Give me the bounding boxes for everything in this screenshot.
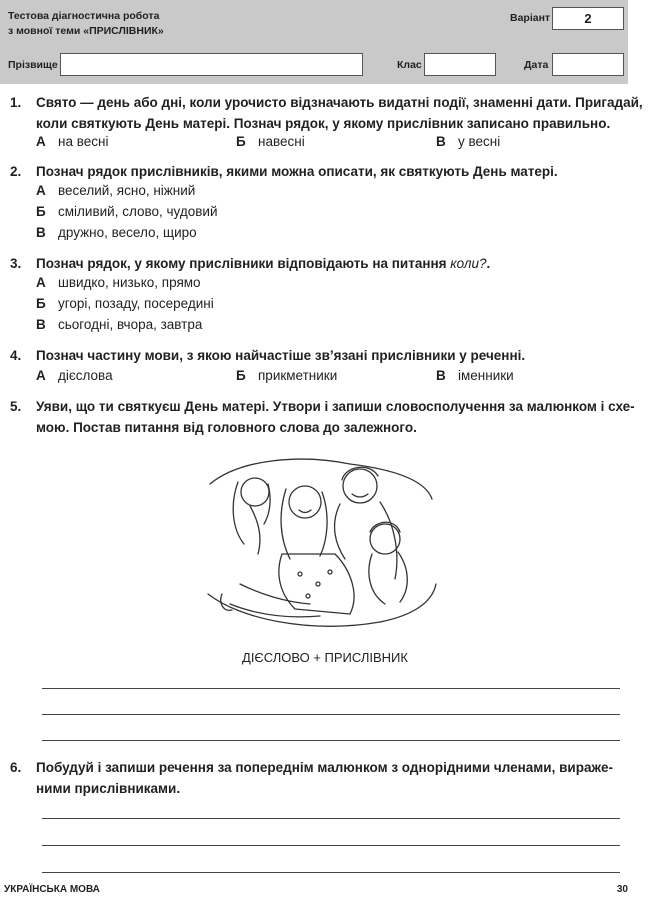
mother-head xyxy=(289,486,321,518)
girl-hair xyxy=(233,482,270,544)
option-letter: А xyxy=(36,134,46,149)
option-letter: Б xyxy=(36,204,46,219)
question-number: 4. xyxy=(10,348,22,363)
girl-arm xyxy=(250,506,260,554)
father-body xyxy=(335,502,397,579)
option-text: сьогодні, вчора, завтра xyxy=(58,317,203,332)
question-text-line: Познач рядок прислівників, якими можна описати, як святкують День матері. xyxy=(36,164,558,179)
q1-option-c[interactable] xyxy=(436,134,500,149)
date-label: Дата xyxy=(524,59,549,71)
option-text: у весні xyxy=(458,134,501,149)
question-number: 1. xyxy=(10,95,22,110)
option-text: дружно, весело, щиро xyxy=(58,225,197,240)
option-text: швидко, низько, прямо xyxy=(58,275,201,290)
option-text: сміливий, слово, чудовий xyxy=(58,204,218,219)
answer-line[interactable] xyxy=(42,714,620,715)
answer-line[interactable] xyxy=(42,845,620,846)
question-number: 6. xyxy=(10,760,22,775)
q3-option-b[interactable] xyxy=(36,296,214,311)
variant-field[interactable]: 2 xyxy=(552,7,624,30)
girl-head xyxy=(241,478,269,506)
dress-dot xyxy=(306,594,310,598)
question-text-end: . xyxy=(486,256,491,271)
boy-body xyxy=(369,552,407,604)
option-letter: В xyxy=(36,225,46,240)
father-smile xyxy=(352,494,368,497)
q4-option-a[interactable] xyxy=(36,368,113,383)
question-text-line: мою. Постав питання від головного слова до залежного. xyxy=(36,420,417,435)
test-title-line2: з мовної теми «ПРИСЛІВНИК» xyxy=(8,25,164,37)
question-number: 2. xyxy=(10,164,22,179)
dress-dot xyxy=(328,570,332,574)
dress-dot xyxy=(316,582,320,586)
answer-line[interactable] xyxy=(42,740,620,741)
q4-option-c[interactable] xyxy=(436,368,514,383)
option-letter: Б xyxy=(36,296,46,311)
test-title xyxy=(8,9,164,39)
date-field[interactable] xyxy=(552,53,624,76)
question-text-line: Побудуй і запиши речення за попереднім малюнком з однорідними членами, виражe- xyxy=(36,760,614,775)
option-text: прикметники xyxy=(258,368,338,383)
answer-line[interactable] xyxy=(42,688,620,689)
question-text-line: Свято — день або дні, коли урочисто відзначають видатні події, знаменні дати. Пригадай, xyxy=(36,95,643,110)
question-text-line: ними прислівниками. xyxy=(36,781,181,796)
option-letter: А xyxy=(36,368,46,383)
father-head xyxy=(343,469,377,503)
question-text-line: Познач частину мови, з якою найчастіше зв’язані прислівники у реченні. xyxy=(36,348,526,363)
q1-option-a[interactable] xyxy=(36,134,108,149)
variant-label: Варіант xyxy=(510,12,551,24)
answer-line[interactable] xyxy=(42,818,620,819)
option-letter: А xyxy=(36,183,46,198)
option-letter: Б xyxy=(236,368,246,383)
pillow-outline xyxy=(210,459,432,499)
option-letter: А xyxy=(36,275,46,290)
surname-label: Прізвище xyxy=(8,59,58,71)
scheme-caption: ДІЄСЛОВО + ПРИСЛІВНИК xyxy=(242,650,408,665)
family-illustration xyxy=(200,444,440,644)
mother-smile xyxy=(299,510,311,513)
option-letter: В xyxy=(436,134,446,149)
option-text: веселий, ясно, ніжний xyxy=(58,183,196,198)
page-number: 30 xyxy=(616,884,628,895)
option-text: навесні xyxy=(258,134,305,149)
q2-option-c[interactable] xyxy=(36,225,197,240)
dress-dot xyxy=(298,572,302,576)
question-text-line: Уяви, що ти святкуєш День матері. Утвори і запиши словосполучення за малюнком і схе- xyxy=(36,399,635,414)
q2-option-a[interactable] xyxy=(36,183,195,198)
test-title-line1: Тестова діагностична робота xyxy=(8,10,160,22)
option-text: дієслова xyxy=(58,368,113,383)
q3-option-a[interactable] xyxy=(36,275,201,290)
header-band xyxy=(0,0,628,84)
question-emphasis: коли? xyxy=(450,256,487,271)
surname-field[interactable] xyxy=(60,53,363,76)
option-text: угорі, позаду, посередині xyxy=(58,296,214,311)
option-letter: В xyxy=(36,317,46,332)
class-label: Клас xyxy=(397,59,422,71)
footer-subject: УКРАЇНСЬКА МОВА xyxy=(4,884,100,895)
q2-option-b[interactable] xyxy=(36,204,218,219)
option-text: на весні xyxy=(58,134,109,149)
q1-option-b[interactable] xyxy=(236,134,305,149)
question-text-line: коли святкують День матері. Познач рядок, у якому прислівник записано правильно. xyxy=(36,116,611,131)
question-text-line: Познач рядок, у якому прислівники відповідають на питання xyxy=(36,256,451,271)
option-letter: В xyxy=(436,368,446,383)
blanket-outline xyxy=(208,584,436,626)
q3-option-c[interactable] xyxy=(36,317,202,332)
answer-line[interactable] xyxy=(42,872,620,873)
question-number: 5. xyxy=(10,399,22,414)
question-number: 3. xyxy=(10,256,22,271)
class-field[interactable] xyxy=(424,53,496,76)
option-text: іменники xyxy=(458,368,514,383)
option-letter: Б xyxy=(236,134,246,149)
q4-option-b[interactable] xyxy=(236,368,337,383)
